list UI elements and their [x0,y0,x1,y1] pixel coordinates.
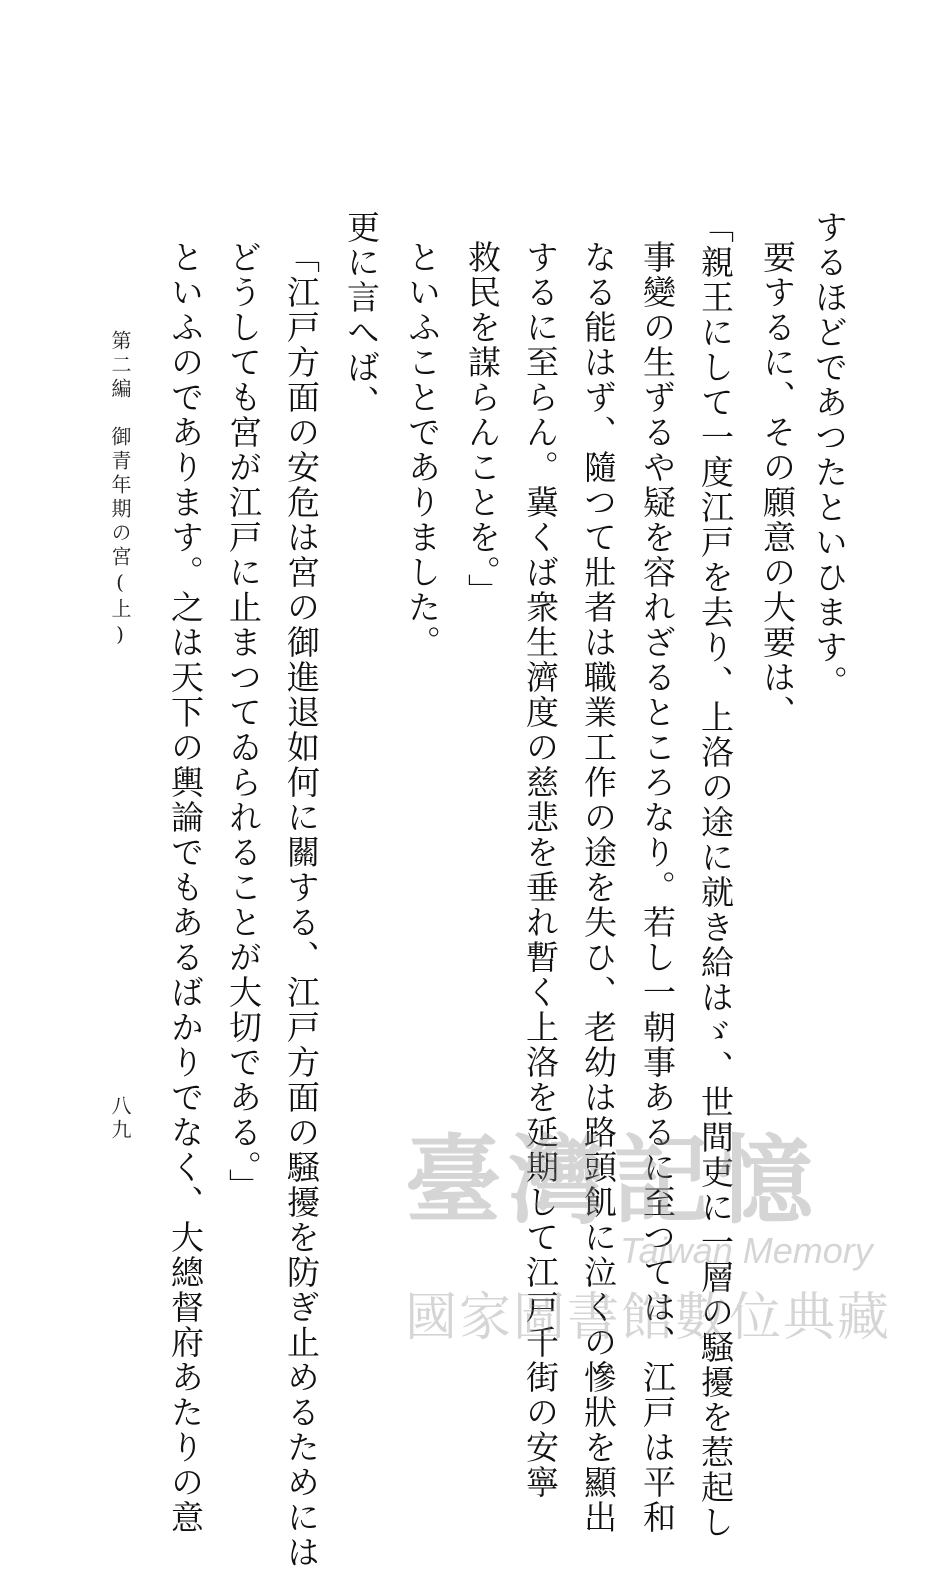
text-column-1: するほどであつたといひます。 [810,210,849,700]
text-column-6: するに至らん。冀くば衆生濟度の慈悲を垂れ暫く上洛を延期して江戸千街の安寧 [521,240,560,1500]
text-column-5: なる能はず、隨つて壯者は職業工作の途を失ひ、老幼は路頭飢に泣くの慘狀を顯出 [579,240,618,1535]
chapter-footer: 第二編 御青年期の宮(上) [108,330,132,650]
text-column-4: 事變の生ずるや疑を容れざるところなり。若し一朝事あるに至つては、江戸は平和 [638,240,677,1535]
watermark-calligraphy: 臺灣記憶 [405,1124,821,1237]
text-column-12: といふのであります。之は天下の輿論でもあるばかりでなく、大總督府あたりの意 [166,240,205,1535]
text-column-11: どうしても宮が江戸に止まつてゐられることが大切である。」 [224,240,263,1204]
watermark-english: Taiwan Memory [620,1230,873,1271]
text-column-2: 要するに、その願意の大要は、 [758,240,797,730]
watermark-organization: 國家圖書館數位典藏 [405,1288,892,1348]
text-column-10: 「江戸方面の安危は宮の御進退如何に關する、江戸方面の騒擾を防ぎ止めるためには [282,240,321,1570]
text-column-7: 救民を謀らんことを。」 [463,240,502,609]
text-column-9: 更に言へば、 [342,210,381,420]
text-column-3: 「親王にして一度江戸を去り、上洛の途に就き給はゞ、世間吏に一層の騒擾を惹起し [696,210,735,1540]
page-number: 八九 [108,1095,132,1143]
text-column-8: といふことでありました。 [403,240,442,660]
